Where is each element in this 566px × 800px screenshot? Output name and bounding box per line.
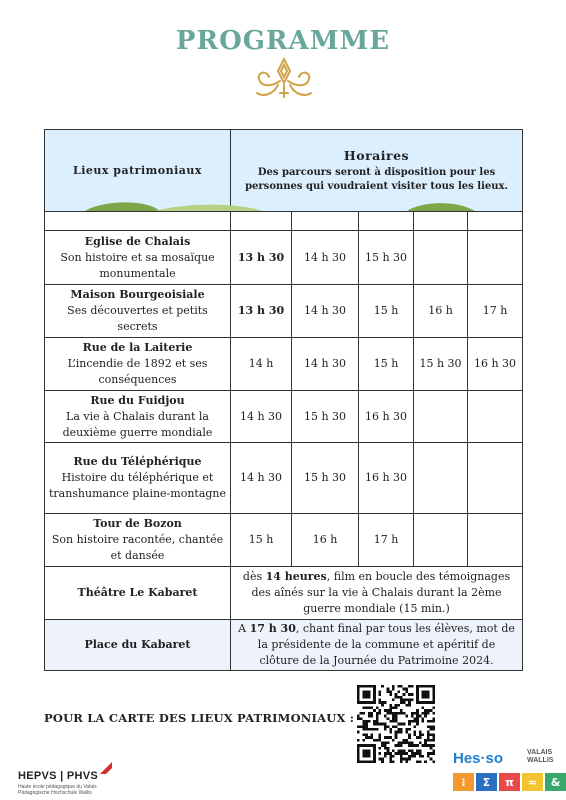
hesso-region: VALAIS WALLIS bbox=[527, 749, 554, 764]
ornament-icon bbox=[253, 57, 315, 101]
place-description: Ses découvertes et petits secrets bbox=[67, 304, 208, 333]
kabaret-note bbox=[231, 567, 523, 620]
time-cell: 15 h 30 bbox=[414, 338, 468, 391]
place-cell bbox=[45, 443, 231, 514]
place-name: Eglise de Chalais bbox=[84, 234, 191, 248]
time-cell bbox=[468, 443, 523, 514]
qr-code-icon[interactable] bbox=[357, 685, 435, 763]
place-cell bbox=[45, 285, 231, 338]
place-cell bbox=[45, 514, 231, 567]
place-name: Rue du Téléphérique bbox=[73, 455, 202, 468]
note-time: 17 h 30 bbox=[249, 622, 296, 635]
spacer-cell bbox=[292, 212, 359, 231]
subject-tiles bbox=[453, 773, 566, 791]
time-cell: 13 h 30 bbox=[231, 231, 292, 285]
hesso-name: Hes·so bbox=[453, 750, 504, 767]
time-cell: 14 h 30 bbox=[231, 443, 292, 514]
spacer-row bbox=[45, 212, 523, 231]
place-name: Rue de la Laiterie bbox=[82, 341, 193, 354]
time-cell: 15 h bbox=[359, 285, 414, 338]
header-horaires bbox=[231, 130, 523, 212]
time-cell bbox=[414, 391, 468, 443]
table-row bbox=[45, 231, 523, 285]
place-name: Théâtre Le Kabaret bbox=[45, 567, 231, 620]
note-text: dès bbox=[242, 570, 266, 583]
hepvs-logo bbox=[18, 758, 138, 798]
time-cell: 16 h 30 bbox=[359, 391, 414, 443]
time-cell: 16 h bbox=[292, 514, 359, 567]
header-places: Lieux patrimoniaux bbox=[45, 130, 231, 212]
horaires-title: Horaires bbox=[343, 147, 410, 163]
time-cell: 13 h 30 bbox=[231, 285, 292, 338]
place-name: Place du Kabaret bbox=[45, 620, 231, 671]
time-cell: 14 h bbox=[231, 338, 292, 391]
tile-ampersand-icon: & bbox=[545, 773, 566, 791]
time-cell: 15 h 30 bbox=[359, 231, 414, 285]
place-description: Histoire du téléphérique et transhumance plaine-montagne bbox=[48, 471, 227, 500]
table-row-place-kabaret bbox=[45, 620, 523, 671]
program-table bbox=[44, 129, 523, 671]
hepvs-mark-icon bbox=[98, 760, 114, 776]
time-cell bbox=[414, 514, 468, 567]
place-cell bbox=[45, 391, 231, 443]
spacer-cell bbox=[45, 212, 231, 231]
table-row bbox=[45, 391, 523, 443]
note-text: A bbox=[238, 622, 250, 635]
table-row bbox=[45, 285, 523, 338]
time-cell: 16 h 30 bbox=[359, 443, 414, 514]
place-cell bbox=[45, 338, 231, 391]
note-text: , film en boucle des témoignages des aînés sur la vie à Chalais durant la 2ème guerre mondiale (15 min.) bbox=[251, 570, 511, 615]
header-row bbox=[45, 130, 523, 212]
place-cell bbox=[45, 231, 231, 285]
place-description: L’incendie de 1892 et ses conséquences bbox=[67, 357, 208, 386]
hepvs-subtitle: Haute école pédagogique du Valais Pädagogische Hochschule Wallis bbox=[18, 784, 97, 796]
time-cell: 15 h 30 bbox=[292, 443, 359, 514]
tile-sigma-icon: Σ bbox=[476, 773, 497, 791]
time-cell: 16 h bbox=[414, 285, 468, 338]
note-text: , chant final par tous les élèves, mot de la présidente de la commune et apéritif de clôture de la Journée du Patrimoine 2024. bbox=[257, 622, 515, 667]
table-row bbox=[45, 338, 523, 391]
tile-approx-icon: ≈ bbox=[522, 773, 543, 791]
time-cell: 17 h bbox=[468, 285, 523, 338]
time-cell bbox=[414, 231, 468, 285]
time-cell bbox=[468, 391, 523, 443]
time-cell: 16 h 30 bbox=[468, 338, 523, 391]
time-cell: 15 h bbox=[359, 338, 414, 391]
page-title: PROGRAMME bbox=[175, 26, 391, 56]
time-cell: 17 h bbox=[359, 514, 414, 567]
spacer-cell bbox=[359, 212, 414, 231]
spacer-cell bbox=[468, 212, 523, 231]
spacer-cell bbox=[414, 212, 468, 231]
time-cell bbox=[414, 443, 468, 514]
table-row-kabaret bbox=[45, 567, 523, 620]
table-row bbox=[45, 443, 523, 514]
qr-label: POUR LA CARTE DES LIEUX PATRIMONIAUX : bbox=[44, 711, 355, 725]
hesso-logo bbox=[453, 748, 553, 770]
time-cell: 14 h 30 bbox=[292, 285, 359, 338]
horaires-subtitle: Des parcours seront à disposition pour les personnes qui voudraient visiter tous les lieux. bbox=[245, 166, 508, 192]
place-name: Maison Bourgeoisiale bbox=[70, 288, 205, 301]
time-cell bbox=[468, 231, 523, 285]
table-row bbox=[45, 514, 523, 567]
time-cell: 14 h 30 bbox=[292, 231, 359, 285]
hepvs-name: HEPVS | PHVS bbox=[18, 770, 99, 782]
time-cell bbox=[468, 514, 523, 567]
time-cell: 14 h 30 bbox=[231, 391, 292, 443]
time-cell: 15 h bbox=[231, 514, 292, 567]
place-description: Son histoire et sa mosaïque monumentale bbox=[60, 250, 215, 280]
place-description: La vie à Chalais durant la deuxième guerre mondiale bbox=[62, 409, 213, 439]
tile-dots-icon: ⁝ bbox=[453, 773, 474, 791]
note-time: 14 heures bbox=[265, 570, 327, 583]
time-cell: 15 h 30 bbox=[292, 391, 359, 443]
place-description: Son histoire racontée, chantée et dansée bbox=[51, 533, 224, 562]
place-name: Tour de Bozon bbox=[93, 517, 182, 530]
spacer-cell bbox=[231, 212, 292, 231]
tile-pi-icon: π bbox=[499, 773, 520, 791]
place-name: Rue du Fuidjou bbox=[90, 393, 185, 407]
time-cell: 14 h 30 bbox=[292, 338, 359, 391]
place-kabaret-note bbox=[231, 620, 523, 671]
